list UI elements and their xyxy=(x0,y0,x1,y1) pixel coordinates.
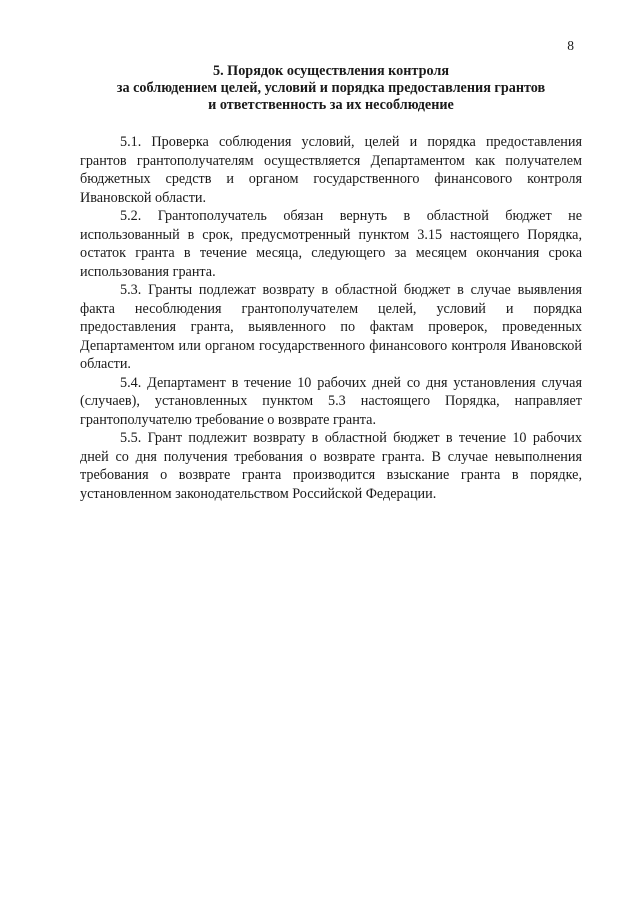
section-heading xyxy=(80,63,582,114)
section-heading-line: за соблюдением целей, условий и порядка предоставления грантов xyxy=(116,80,546,96)
section-heading-line: 5. Порядок осуществления контроля xyxy=(212,63,450,79)
paragraph-5-2: 5.2. Грантополучатель обязан вернуть в областной бюджет не использованный в срок, предусмотренный пунктом 3.15 настоящего Порядка, остаток гранта в течение месяца, следующего за месяцем окончания срока использования гранта. xyxy=(80,208,582,280)
paragraph-5-1: 5.1. Проверка соблюдения условий, целей и порядка предоставления грантов грантополучателям осуществляется Департаментом как получателем бюджетных средств и органом государственного финансового контроля Ивановской области. xyxy=(80,134,582,206)
section-heading-line: и ответственность за их несоблюдение xyxy=(208,97,454,113)
section-body xyxy=(80,133,582,503)
page-number: 8 xyxy=(567,38,574,53)
paragraph-5-5: 5.5. Грант подлежит возврату в областной бюджет в течение 10 рабочих дней со дня получения требования о возврате гранта. В случае невыполнения требования о возврате гранта производится взыскание гранта в порядке, установленном законодательством Российской Федерации. xyxy=(80,430,582,502)
paragraph-5-3: 5.3. Гранты подлежат возврату в областной бюджет в случае выявления факта несоблюдения грантополучателем целей, условий и порядка предоставления гранта, выявленного по фактам проверок, проведенных Департаментом или органом государственного финансового контроля Ивановской области. xyxy=(80,282,582,372)
paragraph-5-4: 5.4. Департамент в течение 10 рабочих дней со дня установления случая (случаев), установленных пунктом 5.3 настоящего Порядка, направляет грантополучателю требование о возврате гранта. xyxy=(80,374,582,428)
